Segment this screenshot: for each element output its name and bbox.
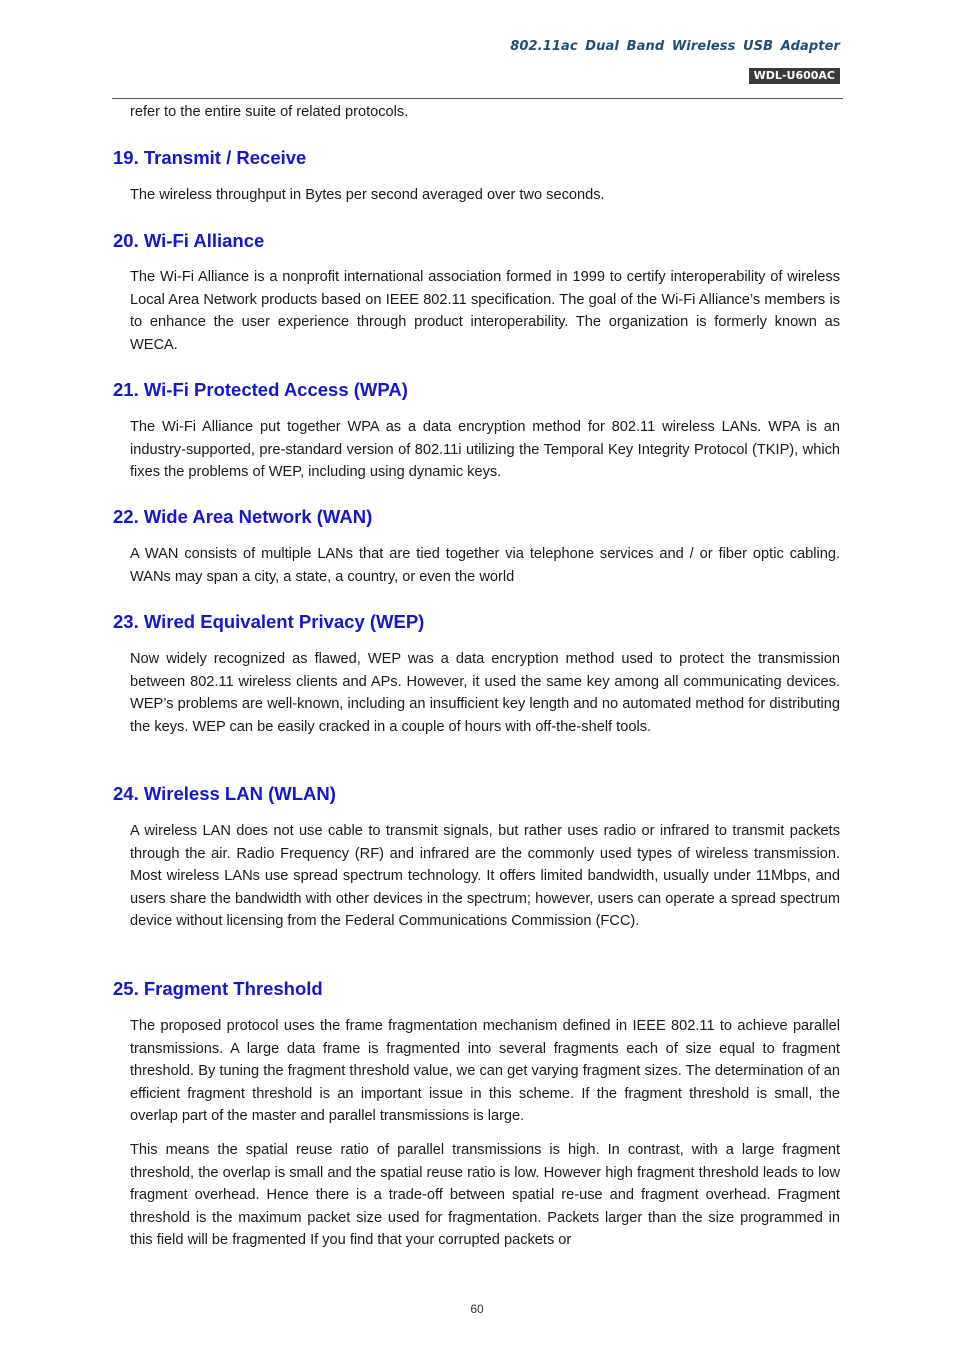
section-heading-fragment-threshold: 25. Fragment Threshold bbox=[113, 978, 323, 999]
header-divider bbox=[112, 98, 843, 99]
section-paragraph: The wireless throughput in Bytes per second averaged over two seconds. bbox=[130, 187, 605, 203]
section-heading-wan: 22. Wide Area Network (WAN) bbox=[113, 506, 373, 527]
section-paragraph: The Wi-Fi Alliance put together WPA as a data encryption method for 802.11 wireless LANs. WPA is an industry-supported, pre-standard version of 802.11i utilizing the Temporal Key Integrity Protocol (TKIP), which fixes the problems of WEP, including using dynamic keys. bbox=[130, 419, 840, 480]
intro-paragraph: refer to the entire suite of related protocols. bbox=[130, 104, 409, 120]
section-heading-wep: 23. Wired Equivalent Privacy (WEP) bbox=[113, 611, 425, 632]
section-heading-wlan: 24. Wireless LAN (WLAN) bbox=[113, 783, 336, 804]
section-heading-wifi-alliance: 20. Wi-Fi Alliance bbox=[113, 230, 265, 251]
section-paragraph: This means the spatial reuse ratio of parallel transmissions is high. In contrast, with a large fragment threshold, the overlap is small and the spatial reuse ratio is low. However high fragment threshold leads to low fragment overhead. Hence there is a trade-off between spatial re-use and fragment overhead. Fragment threshold is the maximum packet size used for fragmentation. Packets larger than the size programmed in this field will be fragmented If you find that your corrupted packets or bbox=[130, 1142, 840, 1248]
section-heading-transmit-receive: 19. Transmit / Receive bbox=[113, 147, 307, 168]
section-paragraph: The proposed protocol uses the frame fragmentation mechanism defined in IEEE 802.11 to achieve parallel transmissions. A large data frame is fragmented into several fragments each of size equal to fragment threshold. By tuning the fragment threshold value, we can get varying fragment sizes. The determination of an efficient fragment threshold is an important issue in this scheme. If the fragment threshold is small, the overlap part of the master and parallel transmissions is large. bbox=[130, 1018, 840, 1124]
model-badge: WDL-U600AC bbox=[749, 68, 840, 84]
header-title: 802.11ac Dual Band Wireless USB Adapter bbox=[510, 39, 840, 54]
section-heading-wpa: 21. Wi-Fi Protected Access (WPA) bbox=[113, 379, 408, 400]
page-number: 60 bbox=[470, 1302, 484, 1316]
section-paragraph: Now widely recognized as flawed, WEP was a data encryption method used to protect the transmission between 802.11 wireless clients and APs. However, it used the same key among all communicating devices. WEP’s problems are well-known, including an insufficient key length and no automated method for distributing the keys. WEP can be easily cracked in a couple of hours with off-the-shelf tools. bbox=[130, 651, 840, 735]
section-paragraph: The Wi-Fi Alliance is a nonprofit international association formed in 1999 to certify interoperability of wireless Local Area Network products based on IEEE 802.11 specification. The goal of the Wi-Fi Alliance’s members is to enhance the user experience through product interoperability. The organization is formerly known as WECA. bbox=[130, 269, 840, 353]
section-paragraph: A wireless LAN does not use cable to transmit signals, but rather uses radio or infrared to transmit packets through the air. Radio Frequency (RF) and infrared are the commonly used types of wireless transmission. Most wireless LANs use spread spectrum technology. It offers limited bandwidth, usually under 11Mbps, and users share the bandwidth with other devices in the spectrum; however, users can operate a spread spectrum device without licensing from the Federal Communications Commission (FCC). bbox=[130, 823, 840, 929]
section-paragraph: A WAN consists of multiple LANs that are tied together via telephone services and / or fiber optic cabling. WANs may span a city, a state, a country, or even the world bbox=[130, 546, 840, 585]
